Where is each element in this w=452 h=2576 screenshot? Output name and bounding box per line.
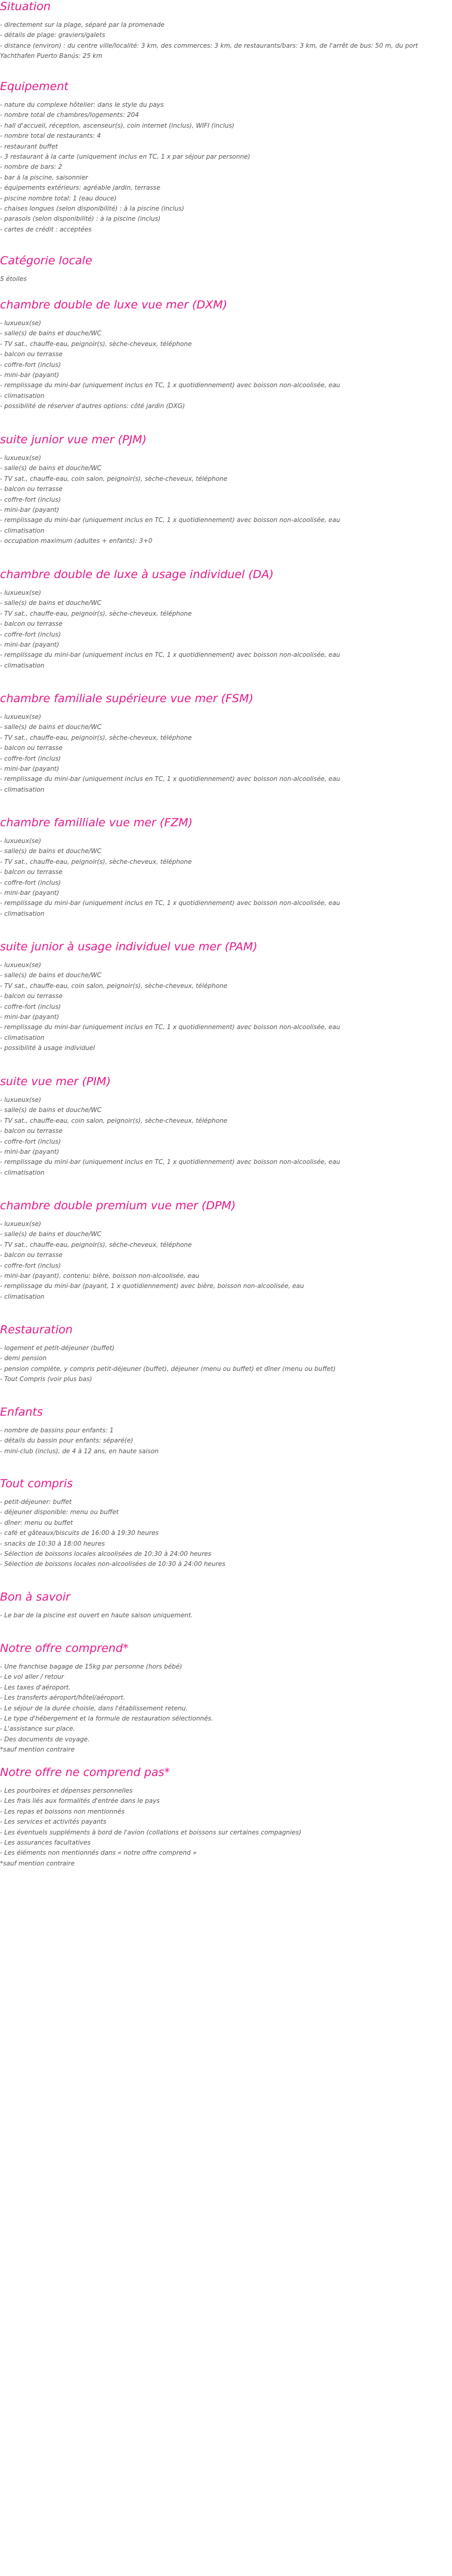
list-item: - climatisation xyxy=(0,1034,45,1042)
list-item: - Les assurances facultatives xyxy=(0,1839,91,1847)
list-item: - Les éventuels suppléments à bord de l'avion (collations et boissons sur certaines compagnies) xyxy=(0,1828,302,1836)
list-item: - occupation maximum (adultes + enfants): 3+0 xyxy=(0,538,153,545)
section-title: suite junior vue mer (PJM) xyxy=(0,433,147,446)
list-item: - cartes de crédit : acceptées xyxy=(0,226,92,233)
section-restauration xyxy=(0,1323,452,1385)
list-item: - remplissage du mini-bar (uniquement inclus en TC, 1 x quotidiennement) avec boisson non-alcoolisée, eau xyxy=(0,651,340,659)
list-item: - climatisation xyxy=(0,786,45,793)
list-item: - demi pension xyxy=(0,1355,47,1363)
section-fzm xyxy=(0,816,452,919)
list-item: - remplissage du mini-bar (uniquement inclus en TC, 1 x quotidiennement) avec boisson non-alcoolisée, eau xyxy=(0,1159,340,1166)
list-item: - remplissage du mini-bar (uniquement inclus en TC, 1 x quotidiennement) avec boisson non-alcoolisée, eau xyxy=(0,382,340,390)
list-item: - Des documents de voyage. xyxy=(0,1735,90,1743)
list-item: - nombre de bars: 2 xyxy=(0,163,63,171)
section-dxm xyxy=(0,298,452,412)
list-item: - Les taxes d'aéroport. xyxy=(0,1684,71,1691)
section-title: Tout compris xyxy=(0,1477,73,1490)
section-title: Situation xyxy=(0,0,51,13)
list-item: - nombre total de restaurants: 4 xyxy=(0,132,101,140)
list-item: - luxueux(se) xyxy=(0,962,42,969)
list-item: - climatisation xyxy=(0,1293,45,1301)
section-title: suite vue mer (PIM) xyxy=(0,1075,111,1088)
list-item: - balcon ou terrasse xyxy=(0,620,63,628)
list-item: - climatisation xyxy=(0,1169,45,1176)
list-item: - déjeuner disponible: menu ou buffet xyxy=(0,1509,119,1516)
list-item: - dîner: menu ou buffet xyxy=(0,1519,73,1527)
list-item: - Les frais liés aux formalités d'entrée dans le pays xyxy=(0,1797,160,1805)
section-title: suite junior à usage individuel vue mer (PAM) xyxy=(0,940,258,953)
list-item: - salle(s) de bains et douche/WC xyxy=(0,1107,102,1114)
list-item: - petit-déjeuner: buffet xyxy=(0,1499,72,1506)
list-item: - luxueux(se) xyxy=(0,320,42,327)
list-item: - possibilité de réserver d'autres options: côté jardin (DXG) xyxy=(0,403,185,410)
section-title: Restauration xyxy=(0,1323,73,1336)
list-item: - salle(s) de bains et douche/WC xyxy=(0,848,102,855)
list-item: - hall d'accueil, réception, ascenseur(s), coin internet (inclus), WIFI (inclus) xyxy=(0,122,234,129)
list-item: - luxueux(se) xyxy=(0,589,42,597)
list-item: - distance (environ) : du centre ville/localité: 3 km, des commerces: 3 km, de restaurants/bars: 3 km, de l'arrêt de bus: 50 m, du port Yachthafen Puerto Banús: 25 km xyxy=(0,42,418,60)
list-item: - balcon ou terrasse xyxy=(0,1252,63,1259)
list-item: - remplissage du mini-bar (uniquement inclus en TC, 1 x quotidiennement) avec boisson non-alcoolisée, eau xyxy=(0,776,340,783)
list-item: - remplissage du mini-bar (uniquement inclus en TC, 1 x quotidiennement) avec boisson non-alcoolisée, eau xyxy=(0,1024,340,1031)
section-title: Equipement xyxy=(0,80,69,93)
section-enfants xyxy=(0,1406,452,1457)
list-item: - Le type d'hébergement et la formule de restauration sélectionnés. xyxy=(0,1715,213,1723)
list-item: - TV sat., chauffe-eau, peignoir(s), sèche-cheveux, téléphone xyxy=(0,858,192,866)
list-item: - nombre total de chambres/logements: 204 xyxy=(0,112,139,119)
list-item: - TV sat., chauffe-eau, coin salon, peignoir(s), sèche-cheveux, téléphone xyxy=(0,1117,228,1125)
list-item: - TV sat., chauffe-eau, coin salon, peignoir(s), sèche-cheveux, téléphone xyxy=(0,475,228,483)
list-item: - balcon ou terrasse xyxy=(0,993,63,1000)
list-item: - coffre-fort (inclus) xyxy=(0,1003,61,1011)
list-item: *sauf mention contraire xyxy=(0,1860,75,1867)
section-title: chambre familliale vue mer (FZM) xyxy=(0,816,193,829)
section-pim xyxy=(0,1075,452,1178)
list-item: - coffre-fort (inclus) xyxy=(0,1262,61,1270)
list-item: - remplissage du mini-bar (uniquement inclus en TC, 1 x quotidiennement) avec boisson non-alcoolisée, eau xyxy=(0,517,340,524)
list-item: - mini-bar (payant) xyxy=(0,1014,60,1021)
section-fsm xyxy=(0,692,452,795)
section-dpm xyxy=(0,1199,452,1302)
list-item: - coffre-fort (inclus) xyxy=(0,879,61,887)
section-equipement xyxy=(0,80,452,235)
list-item: - remplissage du mini-bar (uniquement inclus en TC, 1 x quotidiennement) avec boisson non-alcoolisée, eau xyxy=(0,900,340,907)
list-item: - luxueux(se) xyxy=(0,714,42,721)
list-item: - coffre-fort (inclus) xyxy=(0,496,61,504)
section-pam xyxy=(0,940,452,1054)
section-bonasavoir xyxy=(0,1590,452,1621)
list-item: - coffre-fort (inclus) xyxy=(0,755,61,762)
list-item: - climatisation xyxy=(0,392,45,400)
list-item: - balcon ou terrasse xyxy=(0,486,63,493)
list-item: - salle(s) de bains et douche/WC xyxy=(0,972,102,980)
list-item: - piscine nombre total: 1 (eau douce) xyxy=(0,194,117,202)
list-item: - salle(s) de bains et douche/WC xyxy=(0,724,102,731)
list-item: - café et gâteaux/biscuits de 16:00 à 19:30 heures xyxy=(0,1530,159,1537)
list-item: - équipements extérieurs: agréable jardin, terrasse xyxy=(0,184,160,192)
list-item: - luxueux(se) xyxy=(0,455,42,462)
section-title: chambre double de luxe à usage individuel (DA) xyxy=(0,568,274,581)
list-item: - Les repas et boissons non mentionnés xyxy=(0,1808,125,1815)
list-item: - coffre-fort (inclus) xyxy=(0,1138,61,1145)
section-title: Notre offre comprend* xyxy=(0,1642,129,1655)
list-item: - restaurant buffet xyxy=(0,143,58,150)
list-item: - TV sat., chauffe-eau, peignoir(s), sèche-cheveux, téléphone xyxy=(0,1241,192,1249)
list-item: 5 étoiles xyxy=(0,276,27,283)
list-item: - mini-bar (payant) xyxy=(0,506,60,514)
section-situation xyxy=(0,0,452,62)
list-item: - balcon ou terrasse xyxy=(0,1128,63,1135)
section-da xyxy=(0,568,452,671)
section-title: Bon à savoir xyxy=(0,1590,70,1604)
list-item: - Les pourboires et dépenses personnelles xyxy=(0,1787,133,1794)
list-item: - mini-bar (payant), contenu: bière, boisson non-alcoolisée, eau xyxy=(0,1272,200,1280)
list-item: - climatisation xyxy=(0,910,45,918)
list-item: - mini-bar (payant) xyxy=(0,372,60,379)
section-title: Notre offre ne comprend pas* xyxy=(0,1766,170,1779)
list-item: - détails de plage: graviers/galets xyxy=(0,32,106,39)
list-item: - nature du complexe hôtelier: dans le style du pays xyxy=(0,101,164,109)
list-item: - L'assistance sur place. xyxy=(0,1725,75,1733)
list-item: - nombre de bassins pour enfants: 1 xyxy=(0,1427,114,1434)
list-item: - coffre-fort (inclus) xyxy=(0,361,61,369)
list-item: - Les services et activités payants xyxy=(0,1818,107,1826)
list-item: - TV sat., chauffe-eau, peignoir(s), sèche-cheveux, téléphone xyxy=(0,734,192,742)
list-item: - TV sat., chauffe-eau, coin salon, peignoir(s), sèche-cheveux, téléphone xyxy=(0,982,228,990)
list-item: - Les éléments non mentionnés dans « notre offre comprend » xyxy=(0,1849,197,1857)
section-categorie xyxy=(0,254,452,285)
section-pjm xyxy=(0,433,452,547)
section-title: chambre double premium vue mer (DPM) xyxy=(0,1199,236,1212)
section-title: chambre familiale supérieure vue mer (FSM) xyxy=(0,692,253,705)
list-item: - Sélection de boissons locales non-alcoolisées de 10:30 à 24:00 heures xyxy=(0,1561,225,1568)
list-item: - bar à la piscine, saisonnier xyxy=(0,174,88,181)
list-item: - climatisation xyxy=(0,662,45,669)
list-item: - directement sur la plage, séparé par la promenade xyxy=(0,21,165,29)
list-item: - Le bar de la piscine est ouvert en haute saison uniquement. xyxy=(0,1612,193,1619)
section-toutcompris xyxy=(0,1477,452,1570)
section-offrenecomprend xyxy=(0,1766,452,1869)
list-item: - balcon ou terrasse xyxy=(0,351,63,359)
list-item: - salle(s) de bains et douche/WC xyxy=(0,330,102,338)
list-item: - TV sat., chauffe-eau, peignoir(s), sèche-cheveux, téléphone xyxy=(0,610,192,617)
list-item: - luxueux(se) xyxy=(0,838,42,845)
list-item: - chaises longues (selon disponibilité) : à la piscine (inclus) xyxy=(0,205,184,213)
list-item: - Les transferts aéroport/hôtel/aéroport. xyxy=(0,1694,125,1702)
list-item: - TV sat., chauffe-eau, peignoir(s), sèche-cheveux, téléphone xyxy=(0,340,192,348)
list-item: - remplissage du mini-bar (payant, 1 x quotidiennement) avec bière, boisson non-alcoolisée, eau xyxy=(0,1283,304,1290)
list-item: - salle(s) de bains et douche/WC xyxy=(0,600,102,607)
list-item: - mini-bar (payant) xyxy=(0,1148,60,1156)
list-item: - balcon ou terrasse xyxy=(0,869,63,876)
list-item: *sauf mention contraire xyxy=(0,1746,75,1754)
list-item: - possibilité à usage individuel xyxy=(0,1045,95,1052)
section-offrecomprend xyxy=(0,1642,452,1756)
list-item: - mini-bar (payant) xyxy=(0,641,60,649)
list-item: - snacks de 10:30 à 18:00 heures xyxy=(0,1540,105,1548)
list-item: - Une franchise bagage de 15kg par personne (hors bébé) xyxy=(0,1663,182,1670)
list-item: - coffre-fort (inclus) xyxy=(0,631,61,638)
list-item: - salle(s) de bains et douche/WC xyxy=(0,465,102,472)
list-item: - Le vol aller / retour xyxy=(0,1673,64,1681)
list-item: - luxueux(se) xyxy=(0,1221,42,1228)
list-item: - luxueux(se) xyxy=(0,1097,42,1104)
list-item: - Sélection de boissons locales alcoolisées de 10:30 à 24:00 heures xyxy=(0,1550,212,1558)
list-item: - mini-bar (payant) xyxy=(0,765,60,773)
list-item: - 3 restaurant à la carte (uniquement inclus en TC, 1 x par séjour par personne) xyxy=(0,153,250,161)
list-item: - mini-bar (payant) xyxy=(0,889,60,897)
list-item: - Le séjour de la durée choisie, dans l'établissement retenu. xyxy=(0,1704,188,1712)
section-title: Enfants xyxy=(0,1406,43,1419)
list-item: - balcon ou terrasse xyxy=(0,745,63,752)
list-item: - Tout Compris (voir plus bas) xyxy=(0,1376,92,1383)
section-title: chambre double de luxe vue mer (DXM) xyxy=(0,298,228,311)
list-item: - mini-club (inclus), de 4 à 12 ans, en haute saison xyxy=(0,1447,159,1455)
list-item: - logement et petit-déjeuner (buffet) xyxy=(0,1345,114,1352)
list-item: - détails du bassin pour enfants: séparé(e) xyxy=(0,1437,134,1445)
list-item: - climatisation xyxy=(0,527,45,535)
section-title: Catégorie locale xyxy=(0,254,92,267)
list-item: - pension complète, y compris petit-déjeuner (buffet), déjeuner (menu ou buffet) et dîner (menu ou buffet) xyxy=(0,1365,336,1373)
list-item: - parasols (selon disponibilité) : à la piscine (inclus) xyxy=(0,215,161,223)
list-item: - salle(s) de bains et douche/WC xyxy=(0,1231,102,1238)
